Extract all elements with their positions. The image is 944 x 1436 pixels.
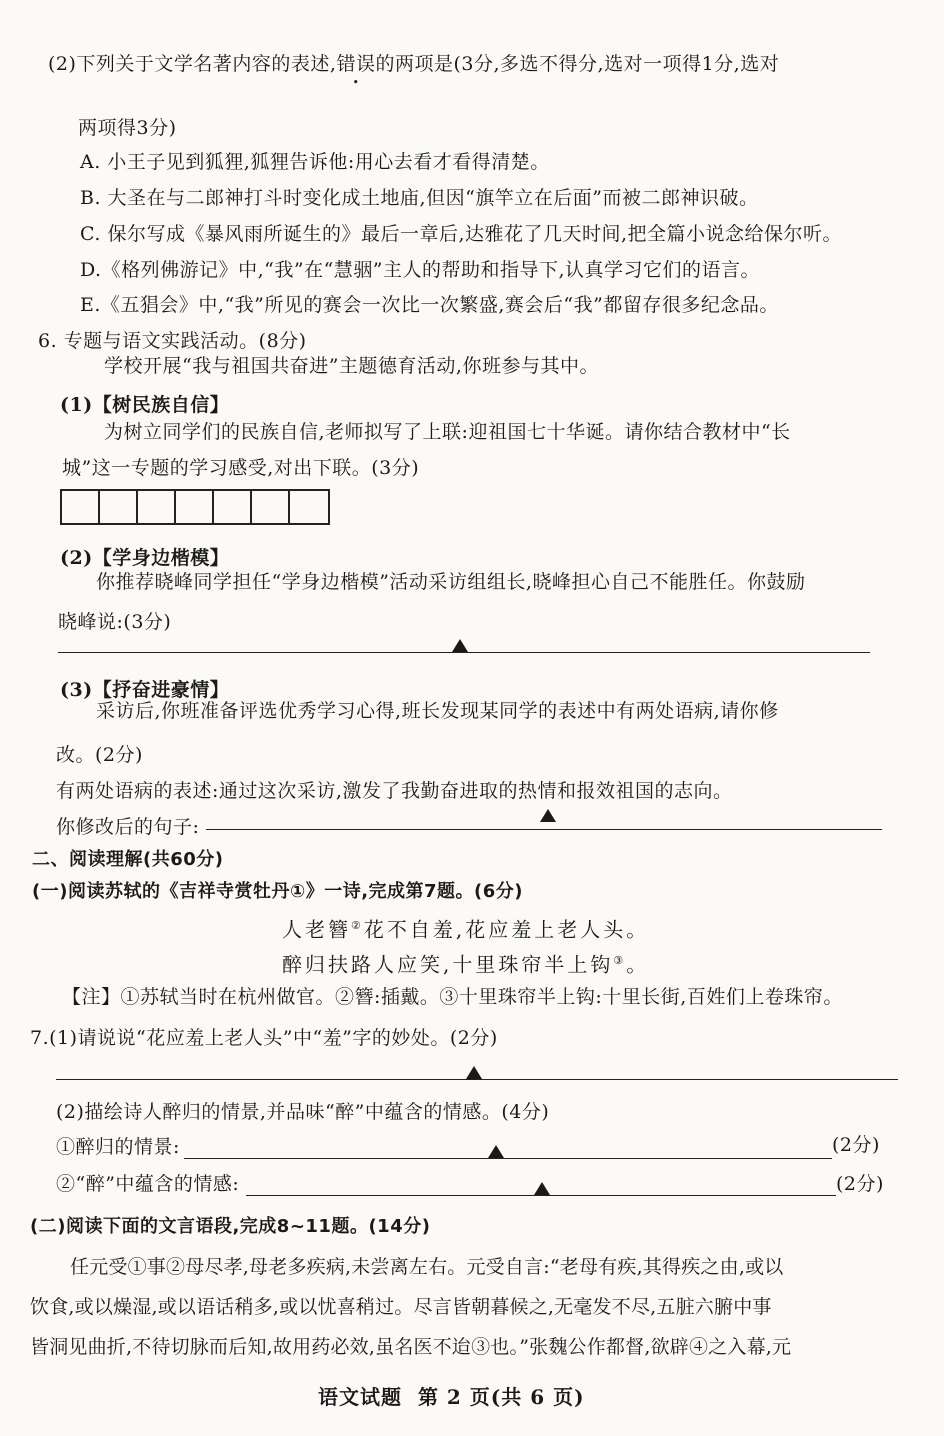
q6-title: 6. 专题与语文实践活动。(8分) — [38, 330, 307, 352]
answer-mark-triangle — [452, 639, 468, 652]
couplet-answer-boxes[interactable] — [60, 489, 330, 525]
q6-sub3-line4: 你修改后的句子: — [56, 816, 200, 838]
q7-2: (2)描绘诗人醉归的情景,并品味“醉”中蕴含的情感。(4分) — [56, 1101, 550, 1123]
q6-sub2-line1: 你推荐晓峰同学担任“学身边楷模”活动采访组组长,晓峰担心自己不能胜任。你鼓励 — [96, 571, 806, 593]
q7-2b: ②“醉”中蕴含的情感: — [56, 1173, 240, 1195]
q6-intro: 学校开展“我与祖国共奋进”主题德育活动,你班参与其中。 — [104, 355, 599, 377]
q6-sub2-title: (2)【学身边楷模】 — [60, 547, 230, 569]
q6-sub3-line2: 改。(2分) — [56, 744, 143, 766]
q5-option-a: A. 小王子见到狐狸,狐狸告诉他:用心去看才看得清楚。 — [80, 151, 550, 173]
prose-line-2: 饮食,或以燥湿,或以语话稍多,或以忧喜稍过。尽言皆朝暮候之,无毫发不尽,五脏六腑中事 — [30, 1296, 772, 1318]
answer-box[interactable] — [214, 491, 252, 523]
q5-option-b: B. 大圣在与二郎神打斗时变化成土地庙,但因“旗竿立在后面”而被二郎神识破。 — [80, 187, 759, 209]
q7-1: 7.(1)请说说“花应羞上老人头”中“羞”字的妙处。(2分) — [30, 1027, 498, 1049]
q6-sub3-title: (3)【抒奋进豪情】 — [60, 679, 230, 701]
answer-line[interactable] — [246, 1195, 836, 1196]
prose-line-1: 任元受①事②母尽孝,母老多疾病,未尝离左右。元受自言:“老母有疾,其得疾之由,或以 — [70, 1256, 784, 1278]
answer-mark-triangle — [488, 1145, 504, 1158]
answer-box[interactable] — [62, 491, 100, 523]
page-footer — [318, 1385, 585, 1409]
answer-line[interactable] — [58, 652, 870, 653]
q6-sub2-line2: 晓峰说:(3分) — [58, 611, 172, 633]
q5-2-stem-line2: 两项得3分) — [78, 117, 177, 139]
footer-subject: 语文试题 — [318, 1385, 402, 1409]
q6-sub1-line2: 城”这一专题的学习感受,对出下联。(3分) — [62, 457, 420, 479]
q5-option-e: E.《五猖会》中,“我”所见的赛会一次比一次繁盛,赛会后“我”都留存很多纪念品。 — [80, 294, 779, 316]
answer-box[interactable] — [138, 491, 176, 523]
answer-line[interactable] — [56, 1079, 898, 1080]
poem-note: 【注】①苏轼当时在杭州做官。②簪:插戴。③十里珠帘半上钩:十里长街,百姓们上卷珠帘。 — [62, 986, 843, 1008]
q7-2a-score: (2分) — [832, 1134, 880, 1156]
q6-sub3-line3: 有两处语病的表述:通过这次采访,激发了我勤奋进取的热情和报效祖国的志向。 — [56, 780, 733, 802]
q6-sub1-line1: 为树立同学们的民族自信,老师拟写了上联:迎祖国七十华诞。请你结合教材中“长 — [104, 421, 791, 443]
footer-page-number: 第 2 页(共 6 页) — [417, 1385, 585, 1409]
answer-mark-triangle — [466, 1066, 482, 1079]
q5-option-c: C. 保尔写成《暴风雨所诞生的》最后一章后,达雅花了几天时间,把全篇小说念给保尔听。 — [80, 223, 843, 245]
part2-title: 二、阅读理解(共60分) — [32, 849, 224, 870]
answer-box[interactable] — [176, 491, 214, 523]
answer-mark-triangle — [540, 809, 556, 822]
answer-mark-triangle — [534, 1182, 550, 1195]
answer-box[interactable] — [290, 491, 328, 523]
q6-sub3-line1: 采访后,你班准备评选优秀学习心得,班长发现某同学的表述中有两处语病,请你修 — [96, 700, 779, 722]
emphasis-wrong: 错误 — [336, 53, 376, 75]
q5-option-d: D.《格列佛游记》中,“我”在“慧骃”主人的帮助和指导下,认真学习它们的语言。 — [80, 259, 761, 281]
poem-line-2: 醉归扶路人应笑,十里珠帘半上钩③。 — [282, 952, 650, 977]
q7-2b-score: (2分) — [836, 1173, 884, 1195]
section1-title: (一)阅读苏轼的《吉祥寺赏牡丹①》一诗,完成第7题。(6分) — [32, 881, 524, 902]
prose-line-3: 皆洞见曲折,不待切脉而后知,故用药必效,虽名医不迨③也。”张魏公作都督,欲辟④之入幕,元 — [30, 1336, 792, 1358]
answer-box[interactable] — [100, 491, 138, 523]
poem-line-1: 人老簪②花不自羞,花应羞上老人头。 — [282, 917, 650, 942]
q5-2-stem: (2)下列关于文学名著内容的表述,错误的两项是(3分,多选不得分,选对一项得1分,选对 — [48, 53, 780, 75]
q6-sub1-title: (1)【树民族自信】 — [60, 394, 230, 416]
q7-2a: ①醉归的情景: — [56, 1136, 180, 1158]
answer-line[interactable] — [184, 1158, 832, 1159]
answer-box[interactable] — [252, 491, 290, 523]
section2-title: (二)阅读下面的文言语段,完成8~11题。(14分) — [30, 1216, 431, 1237]
answer-line[interactable] — [206, 829, 882, 830]
